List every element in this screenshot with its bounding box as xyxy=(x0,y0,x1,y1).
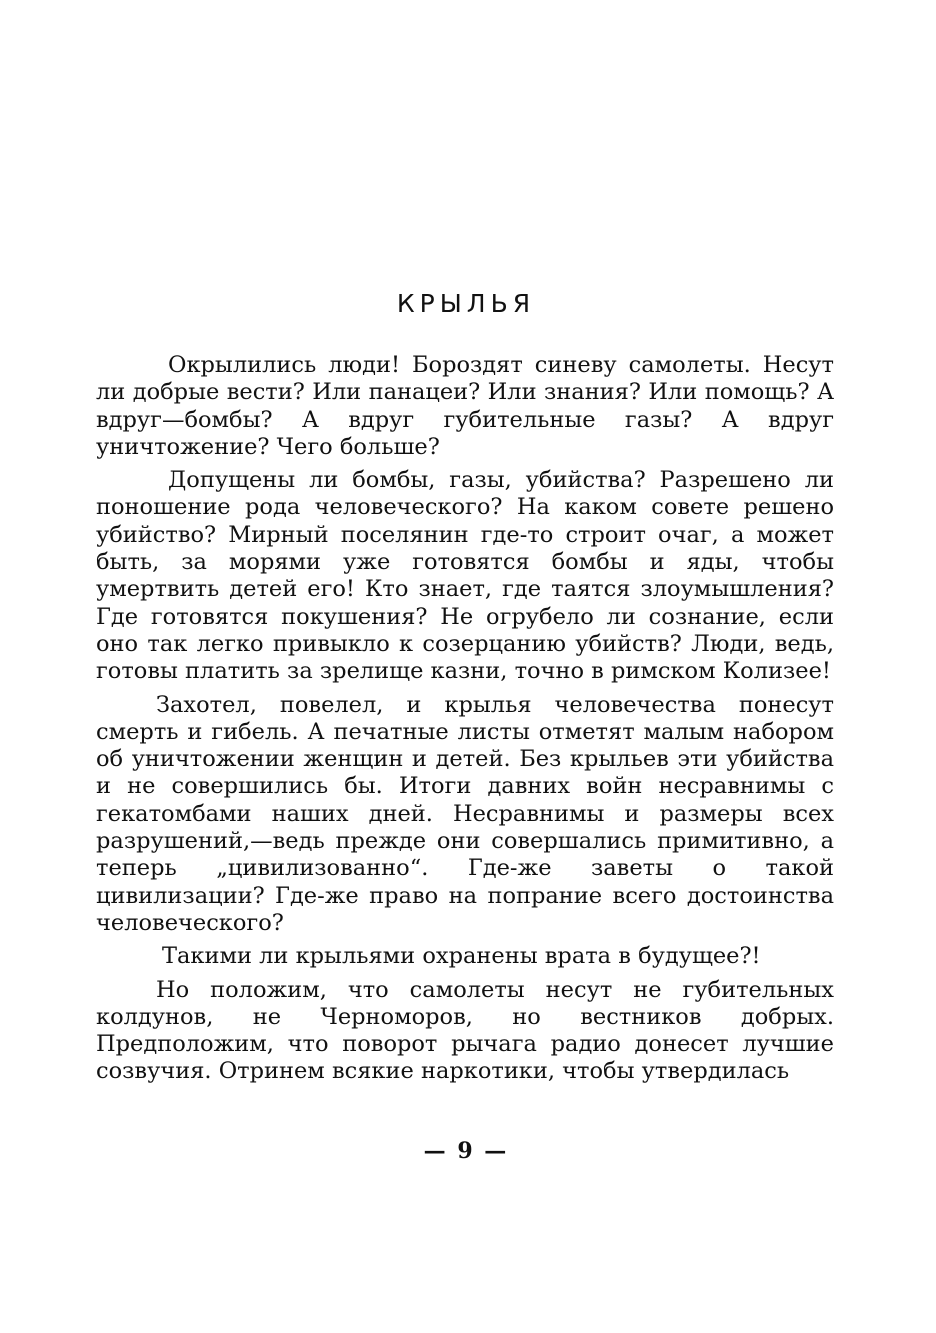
paragraph-5: Но положим, что самолеты несут не губительных колдунов, не Черноморов, но вестников добрых. Предположим, что поворот рычага радио донесет лучшие созвучия. Отринем всякие наркотики, чтобы утвердилась xyxy=(96,976,834,1085)
book-page xyxy=(96,0,836,1333)
paragraph-1: Окрылились люди! Бороздят синеву самолеты. Несут ли добрые вести? Или панацеи? Или знания? Или помощь? А вдруг—бомбы? А вдруг губительные газы? А вдруг уничтожение? Чего больше? xyxy=(96,352,834,460)
paragraph-4: Такими ли крыльями охранены врата в будущее?! xyxy=(162,943,761,970)
page-number: — 9 — xyxy=(423,1138,509,1164)
chapter-title: КРЫЛЬЯ xyxy=(396,289,536,318)
paragraph-3: Захотел, повелел, и крылья человечества понесут смерть и гибель. А печатные листы отметят малым набором об уничтожении женщин и детей. Без крыльев эти убийства и не совершились бы. Итоги давних войн несравнимы с гекатомбами наших дней. Несравнимы и размеры всех разрушений,—ведь прежде они совершались примитивно, а теперь „цивилизованно“. Где-же заветы о такой цивилизации? Где-же право на попрание всего достоинства человеческого? xyxy=(96,691,834,936)
chapter-body xyxy=(96,352,834,1092)
paragraph-2: Допущены ли бомбы, газы, убийства? Разрешено ли поношение рода человеческого? На каком совете решено убийство? Мирный поселянин где-то строит очаг, а может быть, за морями уже готовятся бомбы и яды, чтобы умертвить детей его! Кто знает, где таятся злоумышления? Где готовятся покушения? Не огрубело ли сознание, если оно так легко привыкло к созерцанию убийств? Люди, ведь, готовы платить за зрелище казни, точно в римском Колизее! xyxy=(96,467,834,685)
